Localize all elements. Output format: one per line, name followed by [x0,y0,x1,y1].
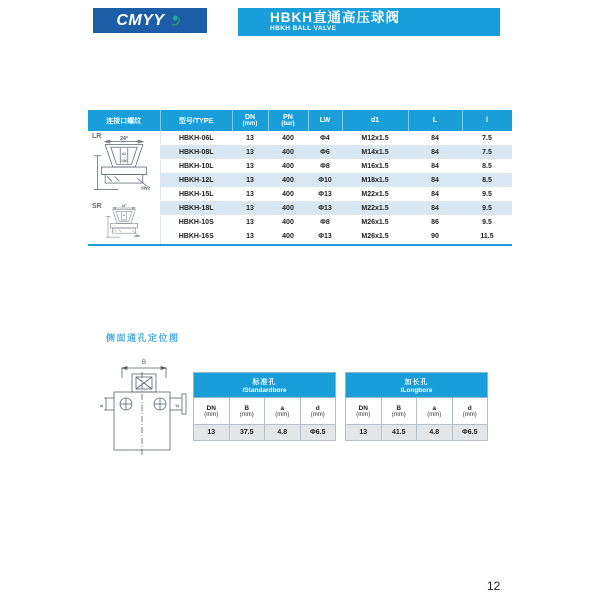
cell-d1: M12x1.5 [361,134,389,142]
cell-b: 37.5 [229,425,265,441]
cell-L: 90 [431,233,439,241]
angle-label: 24° [121,204,127,209]
cell-a: 4.8 [265,425,301,441]
cell-d1: M22x1.5 [361,190,389,198]
cell-d1: M18x1.5 [342,173,408,187]
col-header-L: L [408,110,462,131]
col-header-a: a (mm) [417,398,453,425]
cell-L: 84 [431,162,439,170]
cell-pn: 400 [282,190,294,198]
cell-l: 9.5 [482,218,492,226]
cell-d1: M14x1.5 [342,145,408,159]
cell-lw: Φ8 [320,162,330,170]
cell-l: 7.5 [462,145,512,159]
cell-b: 41.5 [381,425,417,441]
cell-l: 8.5 [462,173,512,187]
cell-type: HBKH-16S [178,233,214,241]
cell-d: Φ6.5 [300,425,336,441]
cell-pn: 400 [282,233,294,241]
cell-a: 4.8 [417,425,453,441]
table-row [88,201,512,215]
cell-lw: Φ13 [308,201,342,215]
page-number: 12 [487,579,501,593]
dim-a-label: a [99,404,105,408]
cell-pn: 400 [268,173,308,187]
page-title: HBKH直通高压球阀 [270,10,400,25]
cell-dn: 13 [232,201,268,215]
cell-type: HBKH-08L [160,145,232,159]
page-subtitle: HBKH BALL VALVE [270,25,337,32]
lw-label: LW [122,219,126,222]
port-section-drawing-lr [92,135,156,201]
cell-L: 84 [408,145,462,159]
cell-pn: 400 [282,218,294,226]
d1-label: d1 [122,215,125,217]
valve-front-view-drawing [96,356,190,460]
spec-table [88,110,513,244]
col-header-d: d (mm) [300,398,336,425]
wrench-label: SW2 [134,235,140,239]
col-header-pn: PN (bar) [268,110,308,131]
brand-logo [93,8,207,33]
d1-label: d1 [121,151,126,156]
col-header-b: B (mm) [229,398,265,425]
bore-table-long [345,372,488,441]
cell-type: HBKH-10L [178,162,214,170]
cell-dn: 13 [232,145,268,159]
cell-d1: M22x1.5 [342,201,408,215]
cell-l: 7.5 [482,134,492,142]
bore-table-title-row [194,373,336,398]
bore-table-header-row [346,398,488,425]
port-diagram-cell-lr [88,131,160,201]
col-header-a: a (mm) [265,398,301,425]
cell-L: 86 [431,218,439,226]
cell-dn: 13 [246,218,254,226]
angle-label: 24° [119,135,128,142]
cell-lw: Φ13 [318,190,332,198]
col-header-l: l [462,110,512,131]
cell-type: HBKH-12L [160,173,232,187]
cell-type: HBKH-06L [178,134,214,142]
port-diagram-cell-sr [88,201,160,244]
cell-pn: 400 [282,134,294,142]
cell-l: 8.5 [482,162,492,170]
cell-dn: 13 [246,233,254,241]
cell-l: 9.5 [482,190,492,198]
cell-L: 84 [408,201,462,215]
wrench-label: SW2 [140,185,150,191]
bore-table-header-row [194,398,336,425]
port-section-drawing-sr [95,204,153,244]
bore-table-data-row [346,425,488,441]
col-header-dn: DN (mm) [194,398,230,425]
cell-d1: M26x1.5 [361,233,389,241]
dim-b-label: B [141,360,147,366]
cell-type: HBKH-15L [178,190,214,198]
col-header-type: 型号/TYPE [160,110,232,131]
bore-table-standard [193,372,336,441]
col-header-lw: LW [308,110,342,131]
brand-logo-text: CMYY [116,11,165,29]
lw-label: LW [121,158,127,163]
cell-type: HBKH-10S [178,218,214,226]
cell-type: HBKH-18L [160,201,232,215]
cell-d1: M26x1.5 [361,218,389,226]
table-row [88,131,512,145]
cell-lw: Φ13 [318,233,332,241]
title-banner [238,8,500,36]
cell-lw: Φ8 [320,218,330,226]
col-header-d1: d1 [342,110,408,131]
cell-L: 84 [408,173,462,187]
bird-icon [168,13,184,28]
dim-d-label: d [175,404,181,408]
bore-table-title: 标准孔 /Standardbore [194,373,336,398]
section-title: 侧面通孔定位图 [106,333,180,343]
cell-L: 84 [431,190,439,198]
cell-lw: Φ4 [320,134,330,142]
cell-l: 11.5 [480,233,494,241]
cell-pn: 400 [282,162,294,170]
cell-dn: 13 [232,173,268,187]
cell-L: 84 [431,134,439,142]
cell-dn: 13 [246,190,254,198]
bore-table-title-row [346,373,488,398]
cell-d: Φ6.5 [452,425,488,441]
cell-dn: 13 [246,134,254,142]
bore-table-data-row [194,425,336,441]
col-header-port: 连接口螺纹 [88,110,160,131]
cell-dn: 13 [194,425,230,441]
cell-d1: M16x1.5 [361,162,389,170]
col-header-dn: DN (mm) [232,110,268,131]
cell-l: 9.5 [462,201,512,215]
bore-table-title: 加长孔 /Longbore [346,373,488,398]
group-label-lr: LR [92,133,102,140]
spec-header-row [88,110,512,131]
col-header-b: B (mm) [381,398,417,425]
cell-pn: 400 [268,145,308,159]
cell-lw: Φ6 [308,145,342,159]
cell-lw: Φ10 [308,173,342,187]
col-header-d: d (mm) [452,398,488,425]
cell-dn: 13 [346,425,382,441]
col-header-dn: DN (mm) [346,398,382,425]
group-label-sr: SR [92,203,102,210]
cell-dn: 13 [246,162,254,170]
spec-table-wrapper [88,110,512,246]
cell-pn: 400 [268,201,308,215]
